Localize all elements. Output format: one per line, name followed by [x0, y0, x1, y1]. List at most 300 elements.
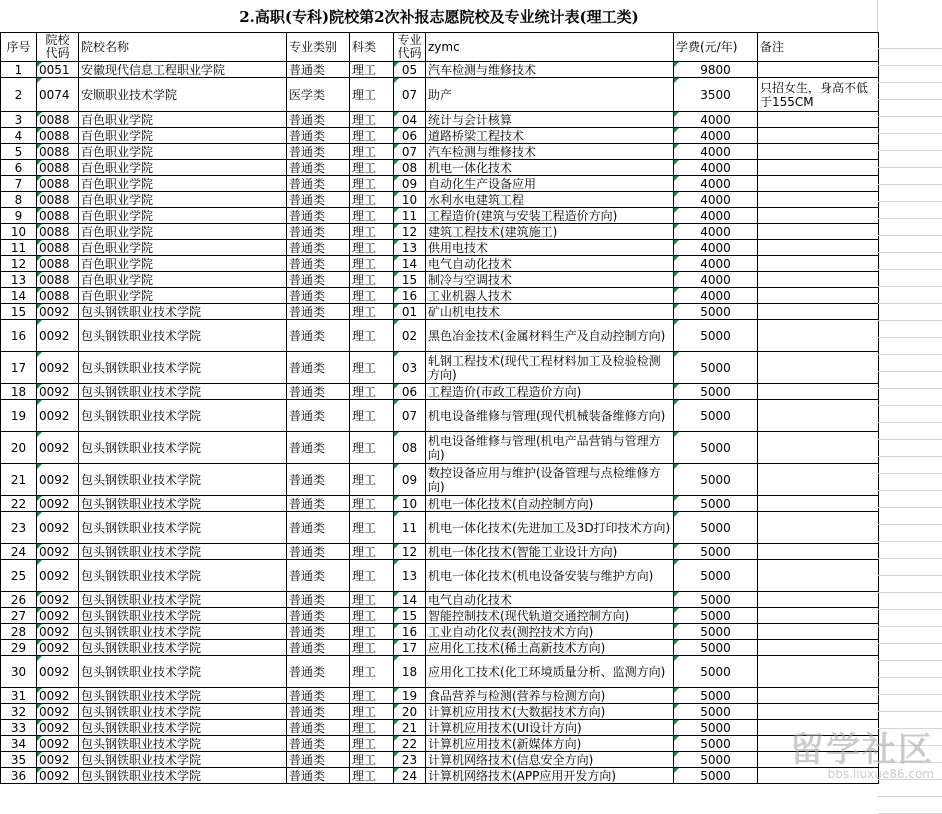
cell-fee[interactable]: 5000: [674, 384, 758, 400]
cell-subject[interactable]: 理工: [350, 352, 394, 384]
empty-grid-cell[interactable]: [878, 321, 942, 338]
cell-subject[interactable]: 理工: [350, 544, 394, 560]
cell-subject[interactable]: 理工: [350, 144, 394, 160]
empty-grid-cell[interactable]: [878, 372, 942, 389]
cell-seq[interactable]: 32: [1, 704, 37, 720]
cell-subject[interactable]: 理工: [350, 752, 394, 768]
cell-school-name[interactable]: 百色职业学院: [79, 256, 287, 272]
cell-fee[interactable]: 3500: [674, 78, 758, 112]
cell-school-code[interactable]: 0088: [37, 288, 79, 304]
cell-seq[interactable]: 3: [1, 112, 37, 128]
cell-major-name[interactable]: 工业自动化仪表(测控技术方向): [426, 624, 674, 640]
cell-seq[interactable]: 12: [1, 256, 37, 272]
cell-school-code[interactable]: 0074: [37, 78, 79, 112]
cell-major-name[interactable]: 水利水电建筑工程: [426, 192, 674, 208]
cell-school-name[interactable]: 百色职业学院: [79, 224, 287, 240]
cell-school-code[interactable]: 0092: [37, 592, 79, 608]
cell-note[interactable]: [758, 432, 879, 464]
cell-subject[interactable]: 理工: [350, 160, 394, 176]
empty-grid-cell[interactable]: [878, 661, 942, 678]
cell-seq[interactable]: 11: [1, 240, 37, 256]
cell-seq[interactable]: 27: [1, 608, 37, 624]
cell-school-name[interactable]: 百色职业学院: [79, 160, 287, 176]
cell-major-code[interactable]: 10: [394, 192, 426, 208]
empty-cell[interactable]: [877, 0, 942, 32]
cell-school-name[interactable]: 包头钢铁职业技术学院: [79, 320, 287, 352]
cell-major-code[interactable]: 14: [394, 256, 426, 272]
cell-seq[interactable]: 7: [1, 176, 37, 192]
cell-subject[interactable]: 理工: [350, 512, 394, 544]
cell-major-name[interactable]: 自动化生产设备应用: [426, 176, 674, 192]
cell-fee[interactable]: 4000: [674, 208, 758, 224]
cell-school-code[interactable]: 0092: [37, 352, 79, 384]
cell-school-name[interactable]: 包头钢铁职业技术学院: [79, 384, 287, 400]
cell-major-code[interactable]: 13: [394, 240, 426, 256]
cell-note[interactable]: [758, 608, 879, 624]
cell-school-code[interactable]: 0092: [37, 688, 79, 704]
cell-seq[interactable]: 16: [1, 320, 37, 352]
header-zymc[interactable]: zymc: [426, 33, 674, 62]
cell-major-name[interactable]: 建筑工程技术(建筑施工): [426, 224, 674, 240]
cell-major-type[interactable]: 普通类: [287, 464, 350, 496]
empty-grid-cell[interactable]: [878, 287, 942, 304]
cell-fee[interactable]: 5000: [674, 592, 758, 608]
cell-school-name[interactable]: 包头钢铁职业技术学院: [79, 592, 287, 608]
empty-grid-cell[interactable]: [878, 542, 942, 559]
cell-major-type[interactable]: 普通类: [287, 752, 350, 768]
cell-school-code[interactable]: 0092: [37, 512, 79, 544]
cell-major-type[interactable]: 普通类: [287, 320, 350, 352]
cell-school-code[interactable]: 0092: [37, 384, 79, 400]
cell-seq[interactable]: 34: [1, 736, 37, 752]
empty-grid-cell[interactable]: [878, 678, 942, 695]
cell-major-type[interactable]: 普通类: [287, 288, 350, 304]
cell-major-code[interactable]: 06: [394, 384, 426, 400]
cell-subject[interactable]: 理工: [350, 768, 394, 784]
cell-major-type[interactable]: 普通类: [287, 384, 350, 400]
empty-grid-cell[interactable]: [878, 457, 942, 474]
cell-fee[interactable]: 4000: [674, 240, 758, 256]
cell-major-type[interactable]: 普通类: [287, 144, 350, 160]
empty-grid-cell[interactable]: [878, 440, 942, 457]
cell-major-type[interactable]: 普通类: [287, 400, 350, 432]
cell-major-name[interactable]: 轧钢工程技术(现代工程材料加工及检验检测方向): [426, 352, 674, 384]
cell-note[interactable]: [758, 592, 879, 608]
empty-grid-cell[interactable]: [878, 406, 942, 423]
empty-grid-cell[interactable]: [878, 219, 942, 236]
cell-major-name[interactable]: 计算机应用技术(大数据技术方向): [426, 704, 674, 720]
cell-subject[interactable]: 理工: [350, 608, 394, 624]
cell-fee[interactable]: 5000: [674, 640, 758, 656]
cell-seq[interactable]: 13: [1, 272, 37, 288]
cell-seq[interactable]: 17: [1, 352, 37, 384]
cell-major-type[interactable]: 普通类: [287, 62, 350, 78]
cell-subject[interactable]: 理工: [350, 272, 394, 288]
cell-seq[interactable]: 5: [1, 144, 37, 160]
empty-grid-cell[interactable]: [878, 134, 942, 151]
cell-subject[interactable]: 理工: [350, 704, 394, 720]
cell-subject[interactable]: 理工: [350, 256, 394, 272]
header-major-code[interactable]: [394, 33, 426, 62]
cell-major-name[interactable]: 助产: [426, 78, 674, 112]
cell-seq[interactable]: 9: [1, 208, 37, 224]
cell-note[interactable]: [758, 544, 879, 560]
cell-school-code[interactable]: 0088: [37, 176, 79, 192]
cell-school-code[interactable]: 0088: [37, 240, 79, 256]
cell-major-name[interactable]: 黑色冶金技术(金属材料生产及自动控制方向): [426, 320, 674, 352]
cell-major-code[interactable]: 16: [394, 624, 426, 640]
header-note[interactable]: 备注: [758, 33, 879, 62]
cell-fee[interactable]: 5000: [674, 720, 758, 736]
cell-note[interactable]: [758, 464, 879, 496]
cell-school-code[interactable]: 0092: [37, 768, 79, 784]
empty-grid-cell[interactable]: [878, 270, 942, 287]
cell-school-name[interactable]: 百色职业学院: [79, 112, 287, 128]
cell-seq[interactable]: 10: [1, 224, 37, 240]
cell-major-code[interactable]: 10: [394, 496, 426, 512]
cell-note[interactable]: [758, 624, 879, 640]
cell-note[interactable]: [758, 176, 879, 192]
cell-school-name[interactable]: 包头钢铁职业技术学院: [79, 640, 287, 656]
cell-note[interactable]: [758, 112, 879, 128]
cell-school-code[interactable]: 0088: [37, 160, 79, 176]
empty-grid-cell[interactable]: [878, 66, 942, 83]
cell-school-name[interactable]: 包头钢铁职业技术学院: [79, 464, 287, 496]
cell-fee[interactable]: 4000: [674, 160, 758, 176]
empty-grid-cell[interactable]: [878, 610, 942, 627]
cell-note[interactable]: [758, 192, 879, 208]
cell-major-name[interactable]: 工程造价(市政工程造价方向): [426, 384, 674, 400]
cell-fee[interactable]: 5000: [674, 752, 758, 768]
cell-seq[interactable]: 30: [1, 656, 37, 688]
cell-school-code[interactable]: 0092: [37, 432, 79, 464]
cell-subject[interactable]: 理工: [350, 240, 394, 256]
empty-grid-cell[interactable]: [878, 712, 942, 729]
cell-school-code[interactable]: 0088: [37, 224, 79, 240]
cell-major-type[interactable]: 普通类: [287, 624, 350, 640]
empty-grid-cell[interactable]: [878, 151, 942, 168]
cell-major-code[interactable]: 21: [394, 720, 426, 736]
cell-subject[interactable]: 理工: [350, 176, 394, 192]
empty-grid-cell[interactable]: [878, 100, 942, 117]
cell-school-name[interactable]: 包头钢铁职业技术学院: [79, 432, 287, 464]
cell-fee[interactable]: 4000: [674, 176, 758, 192]
cell-seq[interactable]: 19: [1, 400, 37, 432]
cell-note[interactable]: [758, 384, 879, 400]
cell-major-type[interactable]: 普通类: [287, 720, 350, 736]
cell-subject[interactable]: 理工: [350, 208, 394, 224]
cell-seq[interactable]: 31: [1, 688, 37, 704]
cell-school-code[interactable]: 0092: [37, 544, 79, 560]
cell-school-name[interactable]: 包头钢铁职业技术学院: [79, 720, 287, 736]
cell-school-code[interactable]: 0092: [37, 464, 79, 496]
cell-subject[interactable]: 理工: [350, 320, 394, 352]
cell-fee[interactable]: 4000: [674, 112, 758, 128]
cell-note[interactable]: [758, 512, 879, 544]
empty-grid-cell[interactable]: [878, 508, 942, 525]
cell-seq[interactable]: 6: [1, 160, 37, 176]
cell-seq[interactable]: 21: [1, 464, 37, 496]
cell-school-name[interactable]: 包头钢铁职业技术学院: [79, 544, 287, 560]
cell-major-type[interactable]: 普通类: [287, 688, 350, 704]
cell-major-name[interactable]: 电气自动化技术: [426, 592, 674, 608]
cell-note[interactable]: [758, 256, 879, 272]
cell-major-code[interactable]: 01: [394, 304, 426, 320]
cell-fee[interactable]: 5000: [674, 768, 758, 784]
empty-grid-cell[interactable]: [878, 338, 942, 355]
cell-major-type[interactable]: 普通类: [287, 240, 350, 256]
cell-major-type[interactable]: 普通类: [287, 160, 350, 176]
cell-note[interactable]: [758, 288, 879, 304]
cell-subject[interactable]: 理工: [350, 304, 394, 320]
empty-grid-cell[interactable]: [878, 355, 942, 372]
cell-major-code[interactable]: 08: [394, 160, 426, 176]
cell-major-type[interactable]: 普通类: [287, 592, 350, 608]
empty-grid-cell[interactable]: [878, 644, 942, 661]
cell-school-code[interactable]: 0088: [37, 144, 79, 160]
cell-seq[interactable]: 8: [1, 192, 37, 208]
cell-major-type[interactable]: 普通类: [287, 176, 350, 192]
cell-seq[interactable]: 18: [1, 384, 37, 400]
cell-subject[interactable]: 理工: [350, 656, 394, 688]
cell-note[interactable]: [758, 144, 879, 160]
cell-fee[interactable]: 4000: [674, 144, 758, 160]
cell-major-type[interactable]: 普通类: [287, 352, 350, 384]
empty-grid-cell[interactable]: [878, 304, 942, 321]
cell-subject[interactable]: 理工: [350, 640, 394, 656]
cell-major-type[interactable]: 普通类: [287, 192, 350, 208]
cell-subject[interactable]: 理工: [350, 736, 394, 752]
cell-major-code[interactable]: 11: [394, 512, 426, 544]
empty-grid-cell[interactable]: [878, 253, 942, 270]
cell-major-code[interactable]: 09: [394, 176, 426, 192]
empty-grid-cell[interactable]: [878, 117, 942, 134]
cell-major-name[interactable]: 制冷与空调技术: [426, 272, 674, 288]
cell-fee[interactable]: 4000: [674, 224, 758, 240]
cell-major-type[interactable]: 普通类: [287, 272, 350, 288]
cell-seq[interactable]: 26: [1, 592, 37, 608]
cell-note[interactable]: [758, 160, 879, 176]
cell-major-name[interactable]: 应用化工技术(化工环境质量分析、监测方向): [426, 656, 674, 688]
cell-school-name[interactable]: 包头钢铁职业技术学院: [79, 496, 287, 512]
cell-school-code[interactable]: 0092: [37, 720, 79, 736]
cell-major-type[interactable]: 普通类: [287, 640, 350, 656]
cell-major-name[interactable]: 工业机器人技术: [426, 288, 674, 304]
cell-fee[interactable]: 5000: [674, 560, 758, 592]
cell-major-code[interactable]: 08: [394, 432, 426, 464]
cell-note[interactable]: [758, 224, 879, 240]
cell-fee[interactable]: 4000: [674, 272, 758, 288]
cell-major-type[interactable]: 普通类: [287, 224, 350, 240]
cell-school-code[interactable]: 0092: [37, 400, 79, 432]
cell-seq[interactable]: 24: [1, 544, 37, 560]
cell-note[interactable]: [758, 272, 879, 288]
cell-major-name[interactable]: 机电一体化技术(智能工业设计方向): [426, 544, 674, 560]
cell-school-code[interactable]: 0092: [37, 608, 79, 624]
cell-major-type[interactable]: 普通类: [287, 256, 350, 272]
cell-major-code[interactable]: 24: [394, 768, 426, 784]
cell-fee[interactable]: 5000: [674, 544, 758, 560]
cell-school-name[interactable]: 包头钢铁职业技术学院: [79, 688, 287, 704]
cell-school-name[interactable]: 包头钢铁职业技术学院: [79, 512, 287, 544]
cell-major-type[interactable]: 普通类: [287, 304, 350, 320]
cell-seq[interactable]: 2: [1, 78, 37, 112]
cell-school-name[interactable]: 包头钢铁职业技术学院: [79, 736, 287, 752]
cell-fee[interactable]: 5000: [674, 624, 758, 640]
cell-major-type[interactable]: 普通类: [287, 128, 350, 144]
cell-major-name[interactable]: 机电一体化技术(先进加工及3D打印技术方向): [426, 512, 674, 544]
empty-grid-cell[interactable]: [878, 525, 942, 542]
cell-major-code[interactable]: 02: [394, 320, 426, 352]
cell-major-name[interactable]: 机电设备维修与管理(机电产品营销与管理方向): [426, 432, 674, 464]
cell-major-type[interactable]: 普通类: [287, 560, 350, 592]
cell-major-type[interactable]: 普通类: [287, 544, 350, 560]
cell-note[interactable]: [758, 304, 879, 320]
cell-major-name[interactable]: 道路桥梁工程技术: [426, 128, 674, 144]
cell-fee[interactable]: 5000: [674, 432, 758, 464]
cell-seq[interactable]: 14: [1, 288, 37, 304]
cell-subject[interactable]: 理工: [350, 720, 394, 736]
cell-major-name[interactable]: 计算机网络技术(信息安全方向): [426, 752, 674, 768]
empty-grid-cell[interactable]: [878, 32, 942, 49]
cell-major-code[interactable]: 14: [394, 592, 426, 608]
empty-grid-cell[interactable]: [878, 593, 942, 610]
cell-major-code[interactable]: 07: [394, 78, 426, 112]
cell-subject[interactable]: 理工: [350, 496, 394, 512]
empty-grid-cell[interactable]: [878, 49, 942, 66]
empty-grid-cell[interactable]: [878, 695, 942, 712]
cell-school-name[interactable]: 包头钢铁职业技术学院: [79, 656, 287, 688]
cell-school-name[interactable]: 安徽现代信息工程职业学院: [79, 62, 287, 78]
empty-grid-cell[interactable]: [878, 83, 942, 100]
cell-school-name[interactable]: 包头钢铁职业技术学院: [79, 624, 287, 640]
cell-school-code[interactable]: 0092: [37, 304, 79, 320]
cell-school-name[interactable]: 包头钢铁职业技术学院: [79, 704, 287, 720]
cell-major-code[interactable]: 03: [394, 352, 426, 384]
cell-school-name[interactable]: 包头钢铁职业技术学院: [79, 400, 287, 432]
cell-subject[interactable]: 理工: [350, 432, 394, 464]
cell-major-code[interactable]: 04: [394, 112, 426, 128]
cell-seq[interactable]: 25: [1, 560, 37, 592]
cell-school-code[interactable]: 0092: [37, 752, 79, 768]
header-fee[interactable]: 学费(元/年): [674, 33, 758, 62]
cell-major-name[interactable]: 应用化工技术(稀土高新技术方向): [426, 640, 674, 656]
cell-major-code[interactable]: 07: [394, 144, 426, 160]
cell-major-name[interactable]: 机电一体化技术(自动控制方向): [426, 496, 674, 512]
cell-major-code[interactable]: 20: [394, 704, 426, 720]
cell-major-type[interactable]: 普通类: [287, 432, 350, 464]
cell-major-code[interactable]: 17: [394, 640, 426, 656]
cell-major-type[interactable]: 普通类: [287, 768, 350, 784]
cell-subject[interactable]: 理工: [350, 128, 394, 144]
cell-seq[interactable]: 20: [1, 432, 37, 464]
cell-subject[interactable]: 理工: [350, 112, 394, 128]
cell-note[interactable]: [758, 496, 879, 512]
empty-grid-cell[interactable]: [878, 423, 942, 440]
cell-subject[interactable]: 理工: [350, 288, 394, 304]
cell-school-code[interactable]: 0092: [37, 656, 79, 688]
cell-school-code[interactable]: 0092: [37, 320, 79, 352]
cell-major-name[interactable]: 供用电技术: [426, 240, 674, 256]
cell-school-code[interactable]: 0088: [37, 272, 79, 288]
cell-fee[interactable]: 5000: [674, 400, 758, 432]
cell-major-name[interactable]: 计算机网络技术(APP应用开发方向): [426, 768, 674, 784]
cell-subject[interactable]: 理工: [350, 560, 394, 592]
cell-school-code[interactable]: 0092: [37, 560, 79, 592]
empty-grid-cell[interactable]: [878, 797, 942, 814]
cell-major-code[interactable]: 07: [394, 400, 426, 432]
cell-major-code[interactable]: 11: [394, 208, 426, 224]
cell-school-name[interactable]: 包头钢铁职业技术学院: [79, 304, 287, 320]
cell-seq[interactable]: 15: [1, 304, 37, 320]
empty-grid-cell[interactable]: [878, 202, 942, 219]
cell-fee[interactable]: 5000: [674, 608, 758, 624]
cell-note[interactable]: [758, 704, 879, 720]
cell-note[interactable]: [758, 560, 879, 592]
header-school-name[interactable]: 院校名称: [79, 33, 287, 62]
cell-major-code[interactable]: 18: [394, 656, 426, 688]
cell-school-name[interactable]: 百色职业学院: [79, 128, 287, 144]
cell-school-code[interactable]: 0092: [37, 496, 79, 512]
cell-fee[interactable]: 9800: [674, 62, 758, 78]
cell-note[interactable]: 只招女生，身高不低于155CM: [758, 78, 879, 112]
cell-major-name[interactable]: 电气自动化技术: [426, 256, 674, 272]
cell-school-name[interactable]: 包头钢铁职业技术学院: [79, 352, 287, 384]
cell-note[interactable]: [758, 656, 879, 688]
cell-major-name[interactable]: 汽车检测与维修技术: [426, 62, 674, 78]
cell-major-name[interactable]: 矿山机电技术: [426, 304, 674, 320]
cell-school-name[interactable]: 包头钢铁职业技术学院: [79, 608, 287, 624]
cell-major-name[interactable]: 机电设备维修与管理(现代机械装备维修方向): [426, 400, 674, 432]
cell-note[interactable]: [758, 240, 879, 256]
cell-major-name[interactable]: 计算机应用技术(UI设计方向): [426, 720, 674, 736]
cell-note[interactable]: [758, 400, 879, 432]
cell-note[interactable]: [758, 208, 879, 224]
cell-major-type[interactable]: 普通类: [287, 608, 350, 624]
empty-grid-cell[interactable]: [878, 474, 942, 491]
empty-grid-cell[interactable]: [878, 559, 942, 576]
header-seq[interactable]: 序号: [1, 33, 37, 62]
cell-major-type[interactable]: 普通类: [287, 112, 350, 128]
sheet-title-row[interactable]: [0, 0, 878, 32]
cell-note[interactable]: [758, 688, 879, 704]
cell-major-type[interactable]: 普通类: [287, 704, 350, 720]
cell-major-code[interactable]: 06: [394, 128, 426, 144]
cell-major-type[interactable]: 普通类: [287, 208, 350, 224]
cell-major-type[interactable]: 普通类: [287, 512, 350, 544]
empty-grid-cell[interactable]: [878, 168, 942, 185]
cell-subject[interactable]: 理工: [350, 384, 394, 400]
cell-major-type[interactable]: 普通类: [287, 656, 350, 688]
cell-school-code[interactable]: 0092: [37, 736, 79, 752]
cell-fee[interactable]: 5000: [674, 512, 758, 544]
cell-school-name[interactable]: 安顺职业技术学院: [79, 78, 287, 112]
cell-major-code[interactable]: 13: [394, 560, 426, 592]
cell-school-name[interactable]: 百色职业学院: [79, 240, 287, 256]
cell-major-code[interactable]: 16: [394, 288, 426, 304]
cell-school-code[interactable]: 0092: [37, 624, 79, 640]
cell-school-code[interactable]: 0088: [37, 128, 79, 144]
cell-fee[interactable]: 4000: [674, 128, 758, 144]
cell-subject[interactable]: 理工: [350, 224, 394, 240]
cell-subject[interactable]: 理工: [350, 78, 394, 112]
cell-major-code[interactable]: 05: [394, 62, 426, 78]
cell-seq[interactable]: 4: [1, 128, 37, 144]
empty-grid-cell[interactable]: [878, 780, 942, 797]
cell-seq[interactable]: 23: [1, 512, 37, 544]
cell-school-name[interactable]: 包头钢铁职业技术学院: [79, 768, 287, 784]
cell-major-code[interactable]: 09: [394, 464, 426, 496]
